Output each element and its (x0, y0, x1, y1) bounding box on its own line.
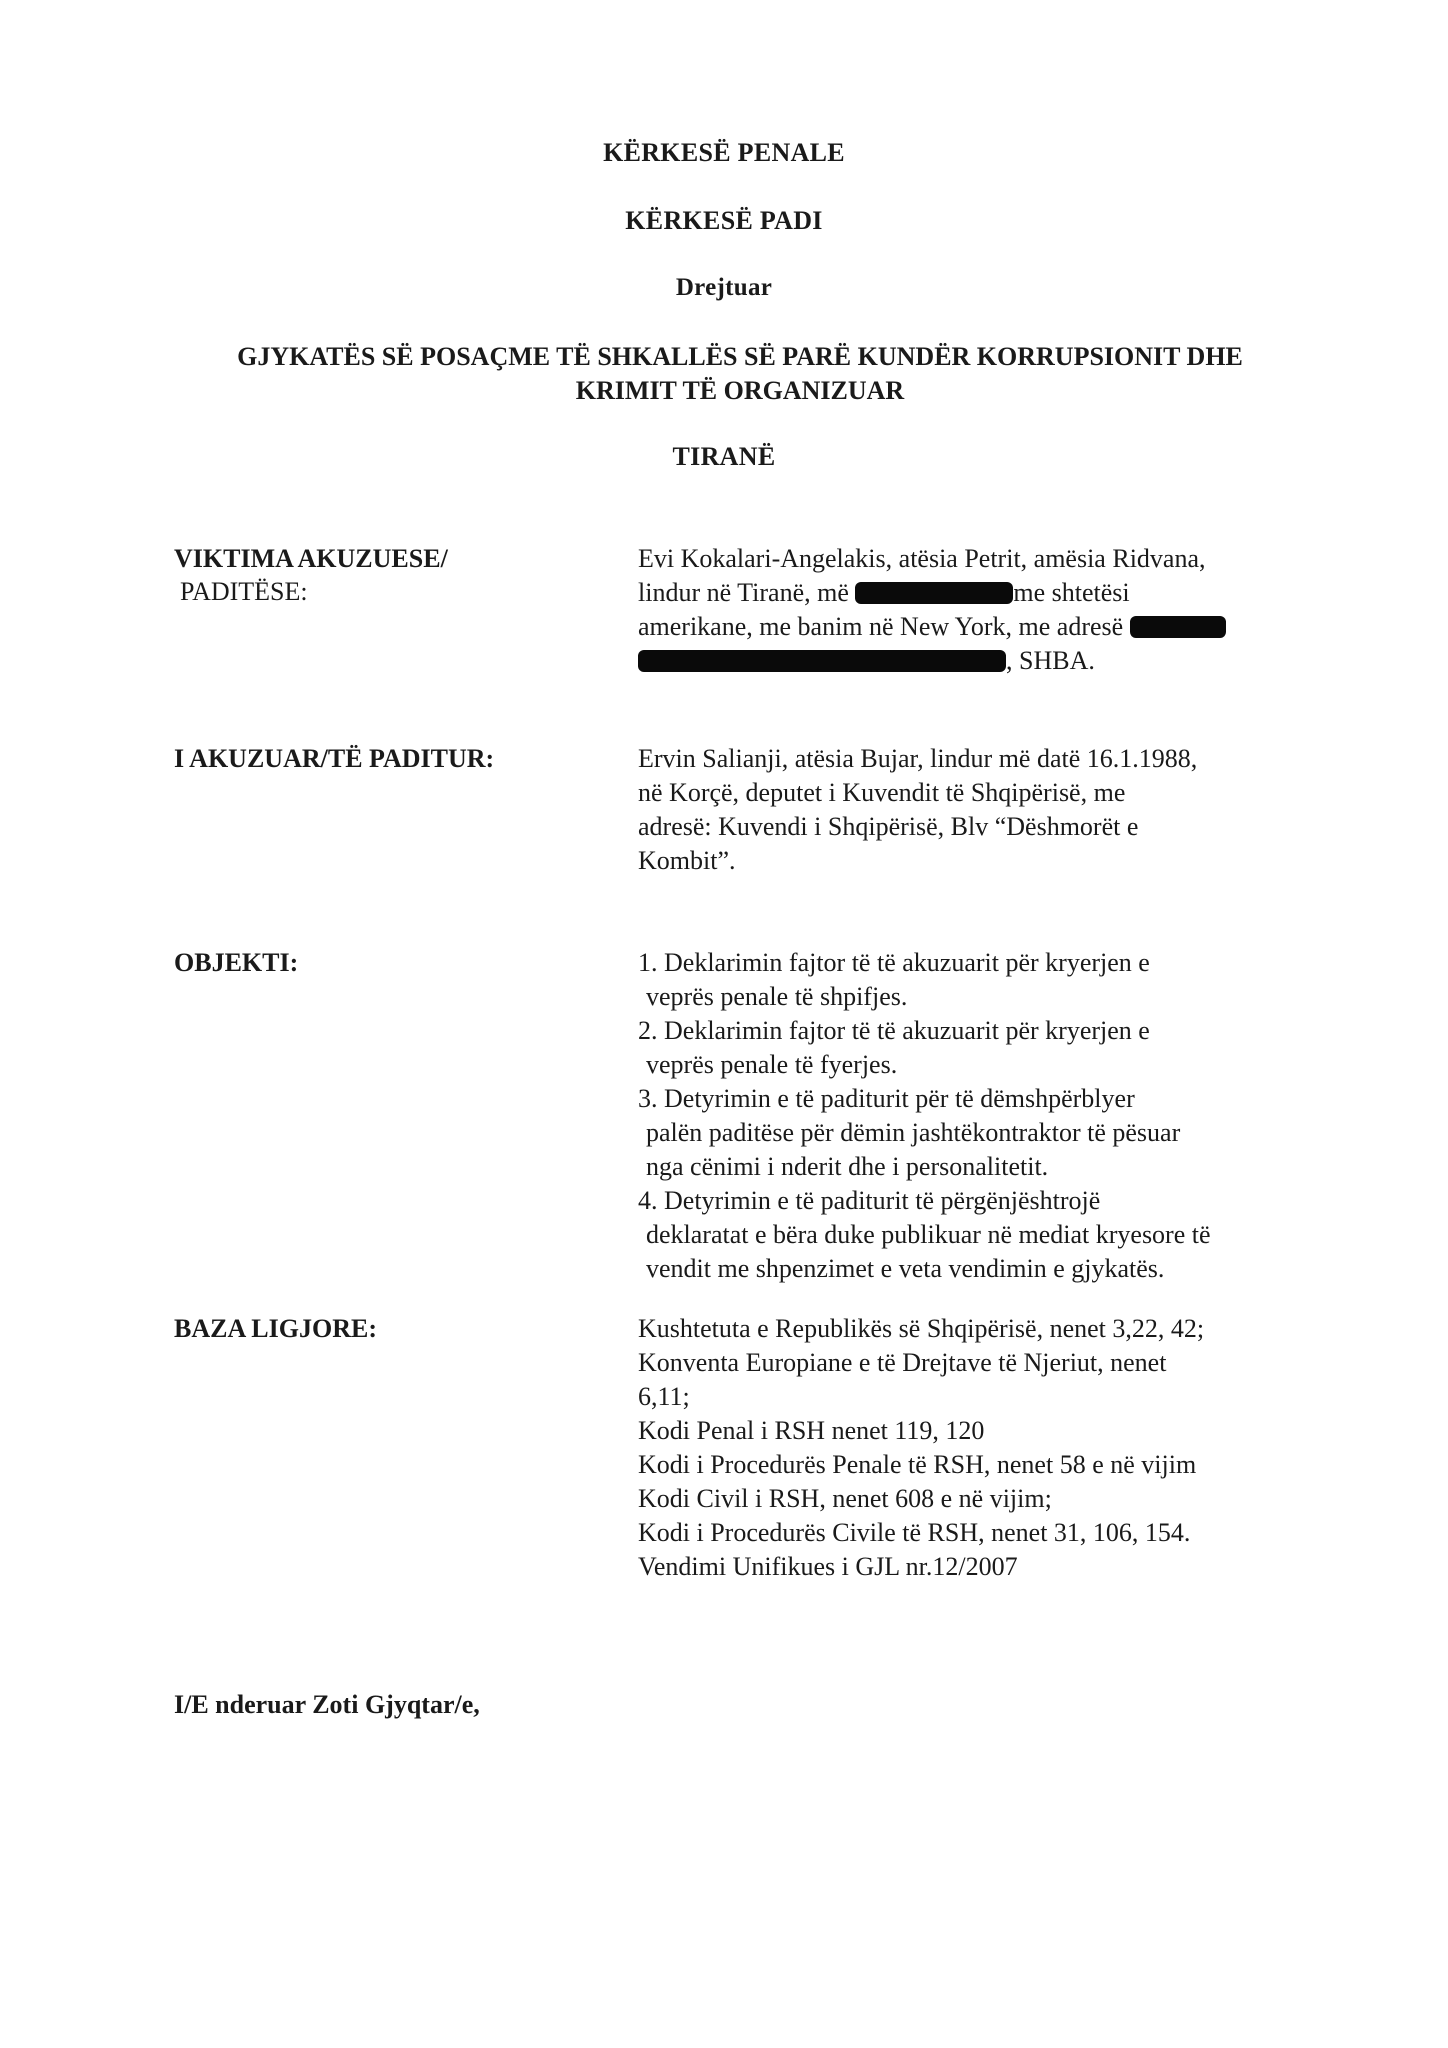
city-name: TIRANË (672, 442, 776, 471)
legal-basis-details (638, 1312, 1318, 1584)
victim-line-3 (638, 610, 1318, 644)
victim-label-line-1: VIKTIMA AKUZUESE/ (174, 544, 448, 573)
accused-line-2: në Korçë, deputet i Kuvendit të Shqipërisë, me (638, 778, 1126, 807)
victim-line-2-start: lindur në Tiranë, më (638, 578, 849, 607)
object-line-4: veprës penale të fyerjes. (646, 1050, 898, 1079)
court-name-line-2: KRIMIT TË ORGANIZUAR (575, 376, 905, 405)
victim-line-1: Evi Kokalari-Angelakis, atësia Petrit, amësia Ridvana, (638, 544, 1206, 573)
legal-basis-line-3: 6,11; (638, 1382, 690, 1411)
court-name (150, 340, 1330, 408)
legal-basis-label: BAZA LIGJORE: (174, 1314, 377, 1343)
document-title-criminal-request: KËRKESË PENALE (603, 138, 845, 167)
object-line-6: palën paditëse për dëmin jashtëkontraktor të pësuar (646, 1118, 1181, 1147)
court-name-line-1: GJYKATËS SË POSAÇME TË SHKALLËS SË PARË KUNDËR KORRUPSIONIT DHE (237, 342, 1243, 371)
object-line-10: vendit me shpenzimet e veta vendimin e gjykatës. (646, 1254, 1165, 1283)
object-line-2: veprës penale të shpifjes. (646, 982, 908, 1011)
victim-line-2 (638, 576, 1318, 610)
object-details (638, 946, 1318, 1286)
victim-line-3-text: amerikane, me banim në New York, me adresë (638, 612, 1124, 641)
object-line-5: 3. Detyrimin e të paditurit për të dëmshpërblyer (638, 1084, 1135, 1113)
legal-basis-line-1: Kushtetuta e Republikës së Shqipërisë, nenet 3,22, 42; (638, 1314, 1205, 1343)
victim-label-line-2: PADITËSE: (180, 577, 308, 606)
object-line-8: 4. Detyrimin e të paditurit të përgënjështrojë (638, 1186, 1101, 1215)
addressed-to-label: Drejtuar (675, 274, 773, 301)
legal-basis-line-5: Kodi i Procedurës Penale të RSH, nenet 58 e në vijim (638, 1450, 1197, 1479)
object-label-text: OBJEKTI: (174, 948, 299, 977)
redaction-address-1 (1130, 616, 1226, 638)
accused-line-1: Ervin Salianji, atësia Bujar, lindur më datë 16.1.1988, (638, 744, 1198, 773)
object-line-9: deklaratat e bëra duke publikuar në mediat kryesore të (646, 1220, 1211, 1249)
victim-line-4-end: , SHBA. (1006, 646, 1095, 675)
redaction-birthdate (855, 582, 1013, 604)
accused-line-4: Kombit”. (638, 846, 736, 875)
accused-label: I AKUZUAR/TË PADITUR: (174, 744, 495, 773)
object-line-1: 1. Deklarimin fajtor të të akuzuarit për kryerjen e (638, 948, 1150, 977)
salutation: I/E nderuar Zoti Gjyqtar/e, (174, 1690, 480, 1719)
object-line-7: nga cënimi i nderit dhe i personalitetit. (646, 1152, 1049, 1181)
legal-basis-line-8: Vendimi Unifikues i GJL nr.12/2007 (638, 1552, 1018, 1581)
victim-line-4 (638, 644, 1318, 678)
victim-line-2-end: me shtetësi (1013, 578, 1130, 607)
accused-details (638, 742, 1318, 878)
legal-basis-line-7: Kodi i Procedurës Civile të RSH, nenet 31, 106, 154. (638, 1518, 1191, 1547)
object-line-3: 2. Deklarimin fajtor të të akuzuarit për kryerjen e (638, 1016, 1150, 1045)
legal-basis-line-2: Konventa Europiane e të Drejtave të Njeriut, nenet (638, 1348, 1167, 1377)
document-title-lawsuit: KËRKESË PADI (625, 206, 823, 235)
legal-basis-line-4: Kodi Penal i RSH nenet 119, 120 (638, 1416, 985, 1445)
redaction-address-2 (638, 650, 1006, 672)
object-label (174, 946, 298, 979)
victim-label (174, 542, 448, 608)
accused-line-3: adresë: Kuvendi i Shqipërisë, Blv “Dëshmorët e (638, 812, 1139, 841)
victim-details (638, 542, 1318, 678)
legal-basis-line-6: Kodi Civil i RSH, nenet 608 e në vijim; (638, 1484, 1052, 1513)
